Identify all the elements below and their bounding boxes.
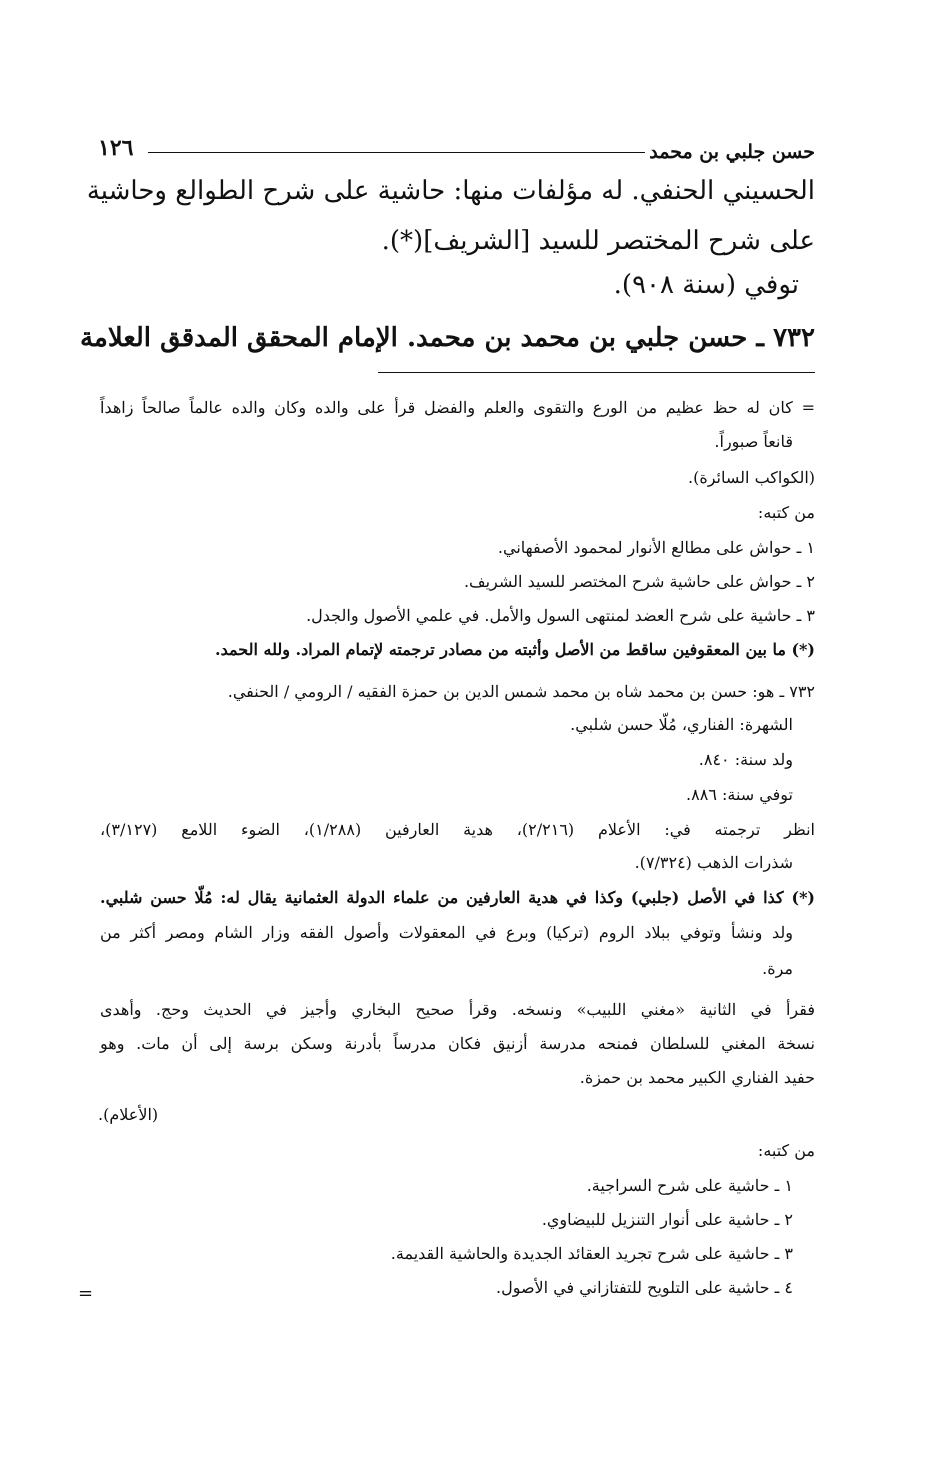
footnote-line: فقرأ في الثانية «مغني اللبيب» ونسخه. وقرأ صحيح البخاري وأجيز في الحديث وحج. وأهدى xyxy=(100,1000,815,1019)
footnote-asterisk-note: (*) ما بين المعقوفين ساقط من الأصل وأثبته من مصادر ترجمته لإتمام المراد. ولله الحمد. xyxy=(215,640,815,659)
footnote-line: = كان له حظ عظيم من الورع والتقوى والعلم والفضل قرأ على والده وكان والده عالماً صالحاً زاهداً xyxy=(100,398,816,417)
footnote-line: ١ ـ حاشية على شرح السراجية. xyxy=(586,1176,793,1195)
footnote-source: (الأعلام). xyxy=(98,1105,159,1124)
footnote-line: ٤ ـ حاشية على التلويح للتفتازاني في الأصول. xyxy=(495,1278,793,1297)
footnote-line: مرة. xyxy=(762,959,793,978)
footnote-line: حفيد الفناري الكبير محمد بن حمزة. xyxy=(579,1068,815,1087)
body-line-3: توفي (سنة ٩٠٨). xyxy=(613,270,799,300)
header-rule xyxy=(148,152,645,153)
footnote-line: ولد ونشأ وتوفي ببلاد الروم (تركيا) وبرع في المعقولات وأصول الفقه وزار الشام ومصر أكثر من xyxy=(100,923,793,942)
footnote-asterisk-note: (*) كذا في الأصل (جلبي) وكذا في هدية العارفين من علماء الدولة العثمانية يقال له: مُلّا حسن شلبي. xyxy=(100,888,816,907)
footnote-line: ١ ـ حواش على مطالع الأنوار لمحمود الأصفهاني. xyxy=(497,538,815,557)
footnote-line: ٧٣٢ ـ هو: حسن بن محمد شاه بن محمد شمس الدين بن حمزة الفقيه / الرومي / الحنفي. xyxy=(227,682,815,701)
page-number: ١٢٦ xyxy=(98,135,134,161)
footnote-line: قانعاً صبوراً. xyxy=(714,432,793,451)
footnote-line: ولد سنة: ٨٤٠. xyxy=(698,750,793,769)
footnote-line: توفي سنة: ٨٨٦. xyxy=(686,785,793,804)
footnote-line: نسخة المغني للسلطان فمنحه مدرسة أزنيق فكان مدرساً بأدرنة وسكن برسة إلى أن مات. وهو xyxy=(100,1034,815,1053)
footnote-line: ٢ ـ حواش على حاشية شرح المختصر للسيد الشريف. xyxy=(463,572,815,591)
entry-heading: ٧٣٢ ـ حسن جلبي بن محمد بن محمد. الإمام المحقق المدقق العلامة xyxy=(79,323,815,353)
footnote-line: انظر ترجمته في: الأعلام (٢/٢١٦)، هدية العارفين (١/٢٨٨)، الضوء اللامع (٣/١٢٧)، xyxy=(100,820,815,839)
footnote-line: الشهرة: الفناري، مُلّا حسن شلبي. xyxy=(570,715,793,734)
footnote-line: من كتبه: xyxy=(757,503,815,522)
footnote-line: شذرات الذهب (٧/٣٢٤). xyxy=(634,853,793,872)
footnote-line: ٢ ـ حاشية على أنوار التنزيل للبيضاوي. xyxy=(541,1210,793,1229)
body-line-2: على شرح المختصر للسيد [الشريف](*). xyxy=(381,226,815,256)
footnote-line: ٣ ـ حاشية على شرح تجريد العقائد الجديدة والحاشية القديمة. xyxy=(390,1244,793,1263)
footnote-line: (الكواكب السائرة). xyxy=(688,468,815,487)
body-line-1: الحسيني الحنفي. له مؤلفات منها: حاشية على شرح الطوالع وحاشية xyxy=(86,176,815,206)
footnote-separator xyxy=(378,372,815,373)
continuation-mark: = xyxy=(78,1283,94,1304)
footnote-line: ٣ ـ حاشية على شرح العضد لمنتهى السول والأمل. في علمي الأصول والجدل. xyxy=(306,606,815,625)
running-header-title: حسن جلبي بن محمد xyxy=(649,141,815,163)
footnote-line: من كتبه: xyxy=(757,1141,815,1160)
